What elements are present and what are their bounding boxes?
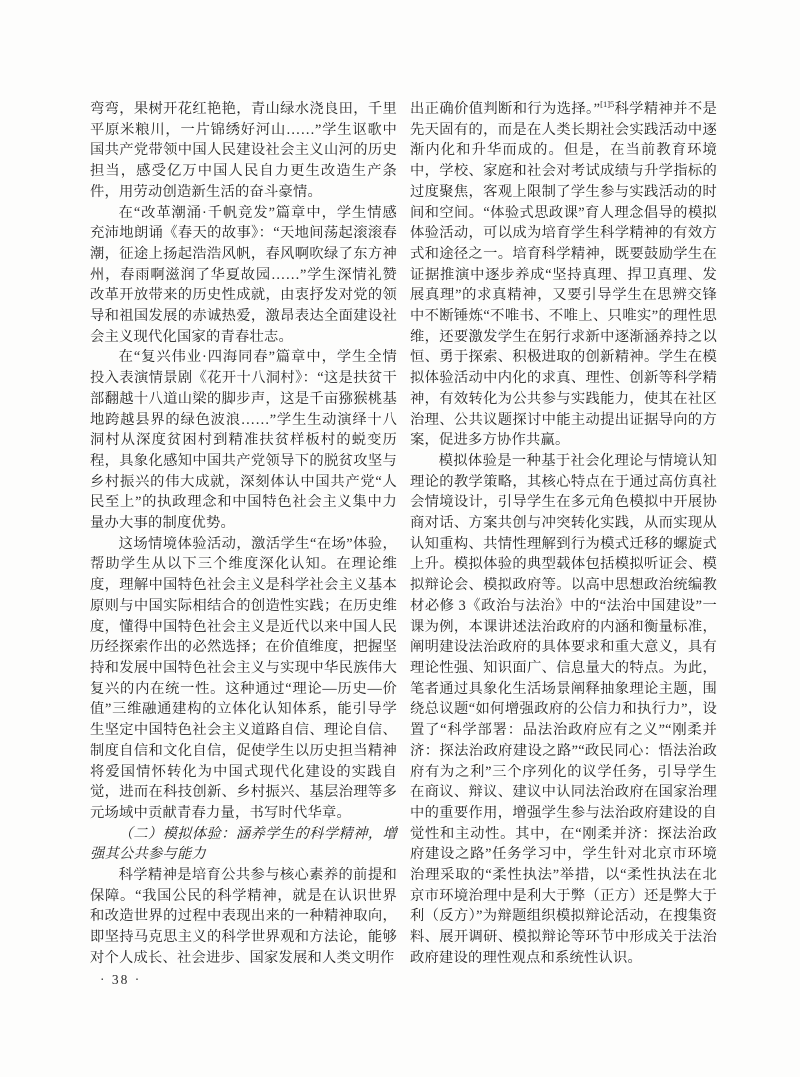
citation-reference-marker: [1]5 (600, 99, 615, 110)
left-column (90, 99, 397, 969)
section-heading: （二）模拟体验：涵养学生的科学精神，增强其公共参与能力 (90, 825, 397, 863)
paragraph-continuation: 弯弯，果树开花红艳艳，青山绿水浇良田，千里平原米粮川，一片锦绣好河山……”学生讴歌中国共产党带领中国人民建设社会主义山河的历史担当，感受亿万中国人民自力更生改造生产条件，用劳动创造新生活的奋斗豪情。 (90, 101, 397, 200)
paragraph: 这场情境体验活动，激活学生“在场”体验，帮助学生从以下三个维度深化认知。在理论维度，理解中国特色社会主义是科学社会主义基本原则与中国实际相结合的创造性实践；在历史维度，懂得中国特色社会主义是近代以来中国人民历经探索作出的必然选择；在价值维度，把握坚持和发展中国特色社会主义与实现中华民族伟大复兴的内在统一性。这种通过“理论—历史—价值”三维融通建构的立体化认知体系，能引导学生坚定中国特色社会主义道路自信、理论自信、制度自信和文化自信，促使学生以历史担当精神将爱国情怀转化为中国式现代化建设的实践自觉，进而在科技创新、乡村振兴、基层治理等多元场域中贡献青春力量，书写时代华章。 (90, 535, 397, 821)
page-number: · 38 · (100, 972, 142, 987)
paragraph: 在“复兴伟业·四海同春”篇章中，学生全情投入表演情景剧《花开十八洞村》：“这是扶贫干部翻越十八道山梁的脚步声，这是千亩猕猴桃基地跨越县界的绿色波浪……”学生生动演绎十八洞村从深度贫困村到精准扶贫样板村的蜕变历程，具象化感知中国共产党领导下的脱贫攻坚与乡村振兴的伟大成就，深刻体认中国共产党“人民至上”的执政理念和中国特色社会主义集中力量办大事的制度优势。 (90, 349, 397, 532)
paragraph: 在“改革潮涌·千帆竞发”篇章中，学生情感充沛地朗诵《春天的故事》：“天地间荡起滚滚春潮，征途上扬起浩浩风帆，春风啊吹绿了东方神州，春雨啊滋润了华夏故园……”学生深情礼赞改革开放带来的历史性成就，由衷抒发对党的领导和祖国发展的赤诚热爱，激昂表达全面建设社会主义现代化国家的青春壮志。 (90, 204, 397, 345)
paragraph-text: 出正确价值判断和行为选择。” (410, 101, 601, 117)
paragraph-continuation (410, 99, 717, 451)
paragraph: 科学精神是培育公共参与核心素养的前提和保障。“我国公民的科学精神，就是在认识世界和改造世界的过程中表现出来的一种精神取向，即坚持马克思主义的科学世界观和方法论，能够对个人成长、社会进步、国家发展和人类文明作 (90, 867, 397, 966)
paragraph-text: 科学精神并不是先天固有的，而是在人类长期社会实践活动中逐渐内化和升华而成的。但是，在当前教育环境中，学校、家庭和社会对考试成绩与升学指标的过度聚焦，客观上限制了学生参与实践活动的时间和空间。“体验式思政课”育人理念倡导的模拟体验活动，可以成为培育学生科学精神的有效方式和途径之一。培育科学精神，既要鼓励学生在证据推演中逐步养成“坚持真理、捍卫真理、发展真理”的求真精神，又要引导学生在思辨交锋中不断锤炼“不唯书、不唯上、只唯实”的理性思维，还要激发学生在躬行求新中逐渐涵养持之以恒、勇于探索、积极进取的创新精神。学生在模拟体验活动中内化的求真、理性、创新等科学精神，有效转化为公共参与实践能力，使其在社区治理、公共议题探讨中能主动提出证据导向的方案，促进多方协作共赢。 (410, 101, 717, 449)
right-column (410, 99, 717, 969)
paragraph: 模拟体验是一种基于社会化理论与情境认知理论的教学策略，其核心特点在于通过高仿真社会情境设计，引导学生在多元角色模拟中开展协商对话、方案共创与冲突转化实践，从而实现从认知重构、共情性理解到行为模式迁移的螺旋式上升。模拟体验的典型载体包括模拟听证会、模拟辩论会、模拟政府等。以高中思想政治统编教材必修 3《政治与法治》中的“法治中国建设”一课为例，本课讲述法治政府的内涵和衡量标准，阐明建设法治政府的具体要求和重大意义，具有理论性强、知识面广、信息量大的特点。为此，笔者通过具象化生活场景阐释抽象理论主题，围绕总议题“如何增强政府的公信力和执行力”，设置了“科学部署：品法治政府应有之义”“刚柔并济：探法治政府建设之路”“政民同心：悟法治政府有为之利”三个序列化的议学任务，引导学生在商议、辩议、建议中认同法治政府在国家治理中的重要作用，增强学生参与法治政府建设的自觉性和主动性。其中，在“刚柔并济：探法治政府建设之路”任务学习中，学生针对北京市环境治理采取的“柔性执法”举措，以“柔性执法在北京市环境治理中是利大于弊（正方）还是弊大于利（反方）”为辩题组织模拟辩论活动，在搜集资料、展开调研、模拟辩论等环节中形成关于法治政府建设的理性观点和系统性认识。 (410, 452, 717, 966)
